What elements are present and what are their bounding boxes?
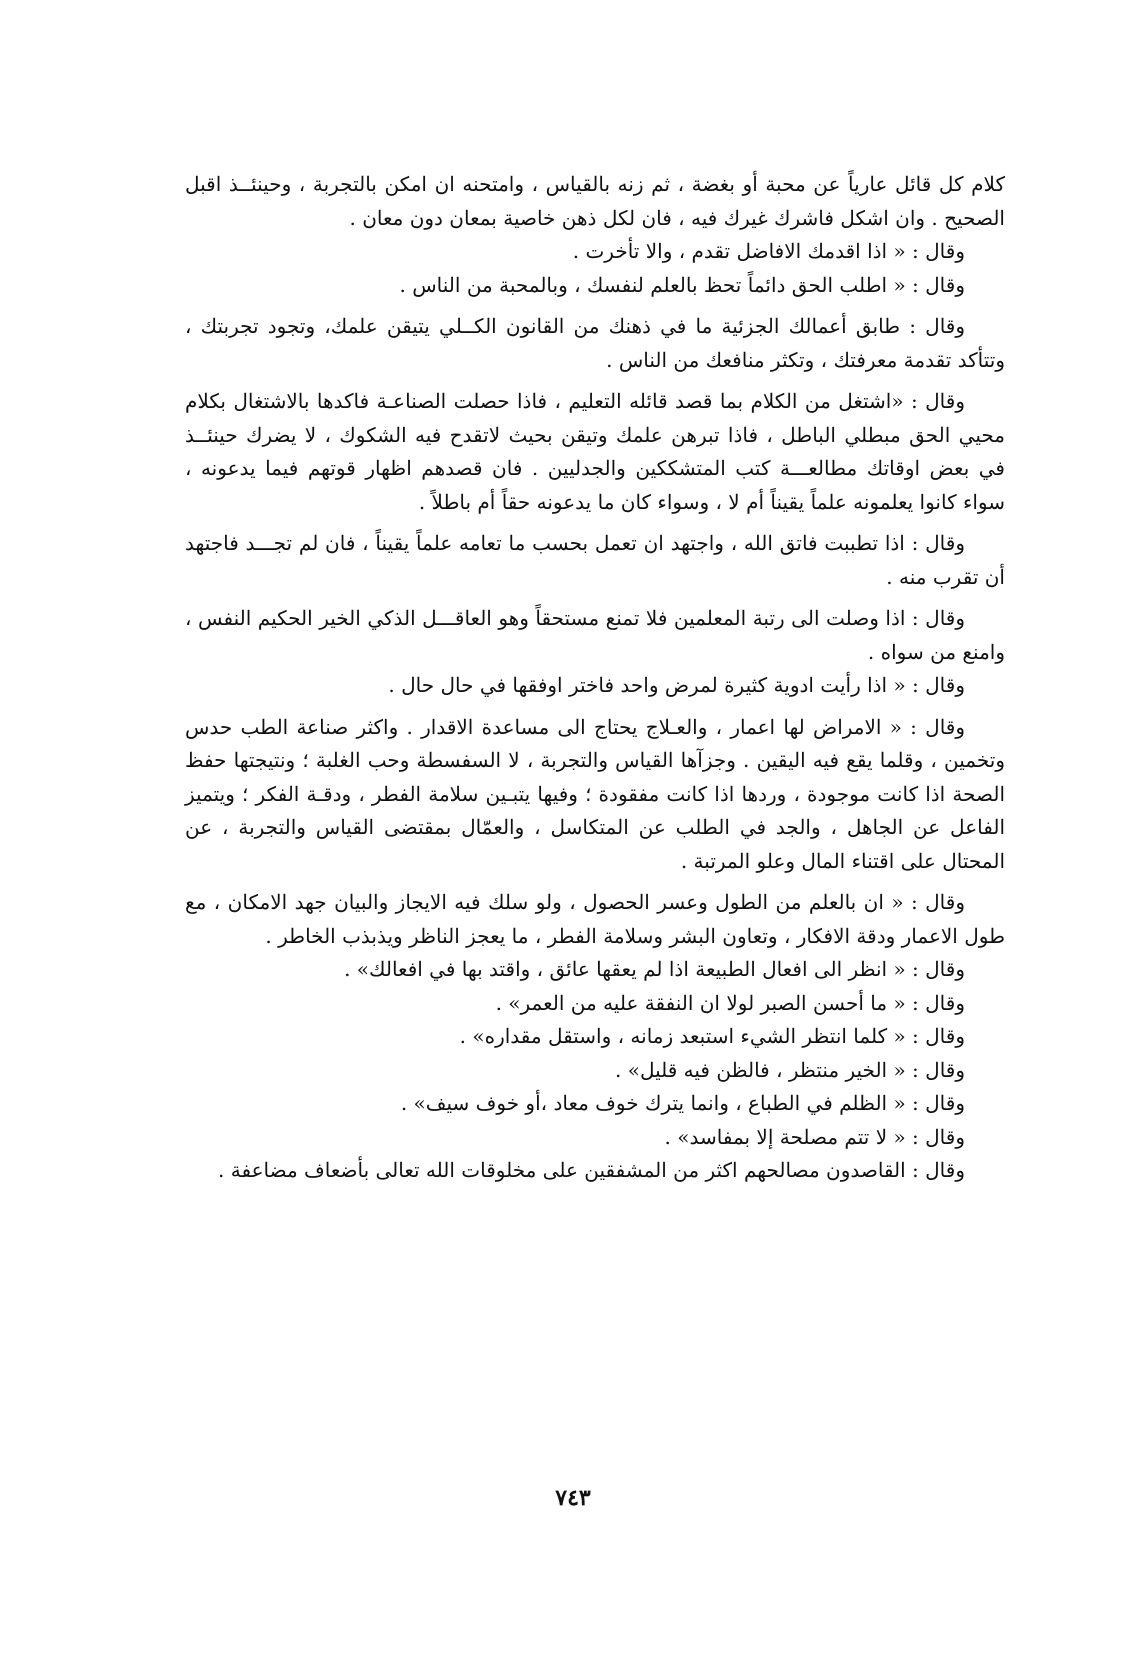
- page-body: [185, 168, 1005, 1188]
- final-paragraph: وقال : القاصدون مصالحهم اكثر من المشفقين على مخلوقات الله تعالى بأضعاف مضاعفة .: [218, 1158, 965, 1182]
- paragraph-general-law: وقال : طابق أعمالك الجزئية ما في ذهنك من القانون الكــلي يتيقن علمك، وتجود تجربتك ، وتتأكد تقدمة معرفتك ، وتكثر منافعك من الناس .: [185, 314, 1005, 372]
- paragraph-teachers-rank: وقال : اذا وصلت الى رتبة المعلمين فلا تمنع مستحقاً وهو العاقـــل الذكي الخير الحكيم النفس ، وامنع من سواه .: [185, 606, 1005, 664]
- short-saying-patience: وقال : « ما أحسن الصبر لولا ان النفقة عليه من العمر» .: [495, 990, 965, 1015]
- saying-seek-truth: وقال : « اطلب الحق دائماً تحظ بالعلم لنفسك ، وبالمحبة من الناس .: [399, 272, 965, 297]
- saying-advance: وقال : « اذا اقدمك الافاضل تقدم ، والا تأخرت .: [572, 239, 965, 263]
- paragraph-diseases: وقال : « الامراض لها اعمار ، والعـلاج يحتاج الى مساعدة الاقدار . واكثر صناعة الطب حدس وتخمين ، وقلما يقع فيه اليقين . وجزآها القياس والتجربة ، لا السفسطة وحب الغلبة ؛ ونتيجتها حفظ الصحة اذا كانت موجودة ، وردها اذا كانت مفقودة ؛ وفيها يتبـين سلامة الفطر ، ودقـة الفكر ؛ ويتميز الفاعل عن الجاهل ، والجد في الطلب عن المتكاسل ، والعمّال بمقتضى القياس والتجربة ، عن المحتال على اقتناء المال وعلو المرتبة .: [185, 714, 1005, 873]
- paragraph-fear-god: وقال : اذا تطببت فاتق الله ، واجتهد ان تعمل بحسب ما تعامه علماً يقيناً ، فان لم تجـــد فاجتهد أن تقرب منه .: [185, 531, 1005, 589]
- short-saying-injustice: وقال : « الظلم في الطباع ، وانما يترك خوف معاد ،أو خوف سيف» .: [400, 1091, 965, 1115]
- paragraph-knowledge-length: وقال : « ان بالعلم من الطول وعسر الحصول ، ولو سلك فيه الايجاز والبيان جهد الامكان ، مع طول الاعمار ودقة الافكار ، وتعاون البشر وسلامة الفطر ، ما يعجز الناظر ويذبذب الخاطر .: [185, 890, 1005, 948]
- paragraph-speech-learning: وقال : «اشتغل من الكلام بما قصد قائله التعليم ، فاذا حصلت الصناعـة فاكدها بالاشتغال بكلام محيي الحق مبطلي الباطل ، فاذا تبرهن علمك وتيقن بحيث لاتقدح فيه الشكوك ، لا يضرك حينئــذ في بعض اوقاتك مطالعـــة كتب المتشككين والجدليين . فان قصدهم اظهار قوتهم فيما يدعونه ، سواء كانوا يعلمونه علماً يقيناً أم لا ، وسواء كان ما يدعونه حقاً أم باطلاً .: [185, 389, 1005, 514]
- short-saying-interest: وقال : « لا تتم مصلحة إلا بمفاسد» .: [664, 1124, 965, 1149]
- page-number: ٧٤٣: [555, 1485, 591, 1511]
- short-saying-nature: وقال : « انظر الى افعال الطبيعة اذا لم يعقها عائق ، واقتد بها في افعالك» .: [344, 957, 965, 981]
- saying-medicines: وقال : « اذا رأيت ادوية كثيرة لمرض واحد فاختر اوفقها في حال حال .: [388, 673, 965, 697]
- short-saying-waiting: وقال : « كلما انتظر الشيء استبعد زمانه ، واستقل مقداره» .: [459, 1024, 965, 1048]
- short-saying-good: وقال : « الخير منتظر ، فالظن فيه قليل» .: [615, 1057, 965, 1082]
- intro-paragraph: كلام كل قائل عارياً عن محبة أو بغضة ، ثم زنه بالقياس ، وامتحنه ان امكن بالتجربة ، وحينئــذ اقبل الصحيح . وان اشكل فاشرك غيرك فيه ، فان لكل ذهن خاصية بمعان دون معان .: [185, 172, 1005, 230]
